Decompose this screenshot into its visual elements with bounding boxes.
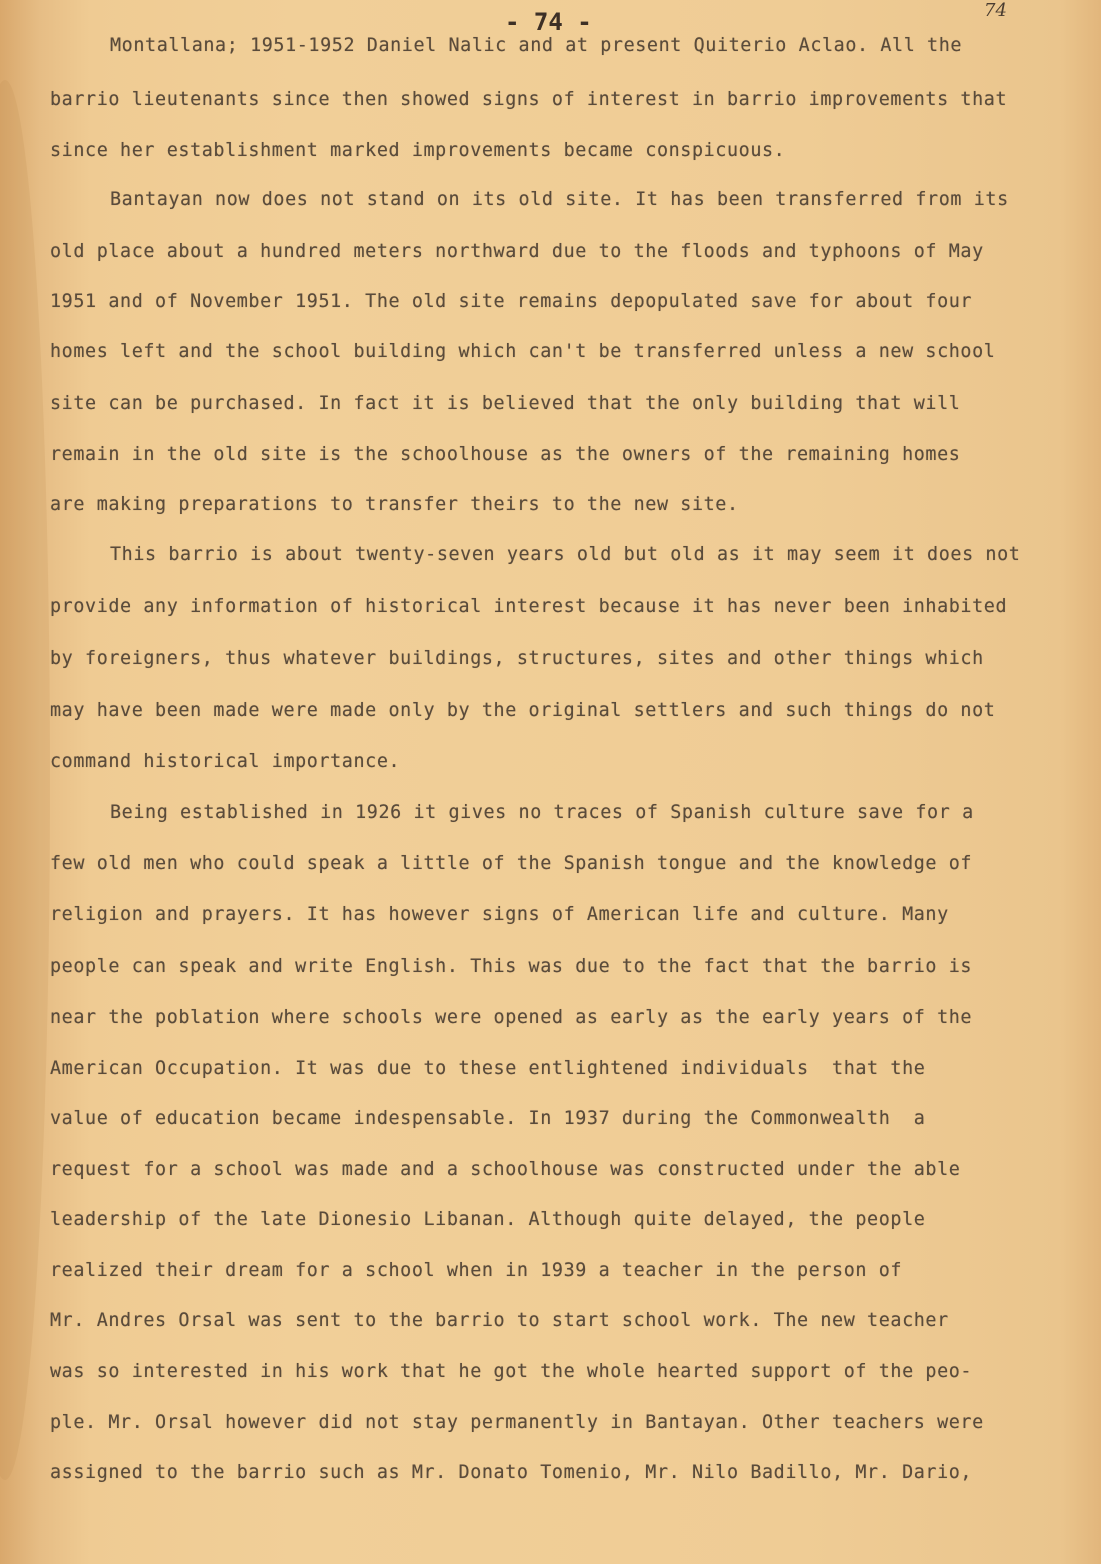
text-line: ple. Mr. Orsal however did not stay permanently in Bantayan. Other teachers were <box>50 1412 984 1433</box>
text-line: Bantayan now does not stand on its old site. It has been transferred from its <box>110 189 1009 210</box>
text-line: realized their dream for a school when in 1939 a teacher in the person of <box>50 1260 903 1281</box>
paper-stain <box>0 80 50 1480</box>
text-line: are making preparations to transfer theirs to the new site. <box>50 494 739 515</box>
text-line: site can be purchased. In fact it is believed that the only building that will <box>50 393 961 414</box>
text-line: Mr. Andres Orsal was sent to the barrio to start school work. The new teacher <box>50 1310 949 1331</box>
text-line: Being established in 1926 it gives no traces of Spanish culture save for a <box>110 802 974 823</box>
text-line: since her establishment marked improvements became conspicuous. <box>50 140 786 161</box>
text-line: near the poblation where schools were opened as early as the early years of the <box>50 1007 973 1028</box>
text-line: Montallana; 1951-1952 Daniel Nalic and at present Quiterio Aclao. All the <box>110 35 963 56</box>
text-line: value of education became indespensable. In 1937 during the Commonwealth a <box>50 1108 926 1129</box>
text-line: people can speak and write English. This was due to the fact that the barrio is <box>50 956 973 977</box>
text-line: old place about a hundred meters northward due to the floods and typhoons of May <box>50 241 984 262</box>
text-line: leadership of the late Dionesio Libanan. Although quite delayed, the people <box>50 1209 926 1230</box>
text-line: barrio lieutenants since then showed signs of interest in barrio improvements that <box>50 89 1008 110</box>
text-line: This barrio is about twenty-seven years old but old as it may seem it does not <box>110 544 1021 565</box>
text-line: was so interested in his work that he got the whole hearted support of the peo- <box>50 1361 973 1382</box>
page-number: - 74 - <box>505 8 592 36</box>
text-line: provide any information of historical interest because it has never been inhabited <box>50 596 1008 617</box>
text-line: assigned to the barrio such as Mr. Donato Tomenio, Mr. Nilo Badillo, Mr. Dario, <box>50 1462 973 1483</box>
corner-page-annotation: 74 <box>984 0 1007 21</box>
text-line: by foreigners, thus whatever buildings, structures, sites and other things which <box>50 648 984 669</box>
text-line: homes left and the school building which can't be transferred unless a new school <box>50 341 996 362</box>
text-line: request for a school was made and a schoolhouse was constructed under the able <box>50 1159 961 1180</box>
text-line: 1951 and of November 1951. The old site remains depopulated save for about four <box>50 291 973 312</box>
text-line: may have been made were made only by the original settlers and such things do not <box>50 700 996 721</box>
text-line: few old men who could speak a little of the Spanish tongue and the knowledge of <box>50 853 973 874</box>
text-line: remain in the old site is the schoolhouse as the owners of the remaining homes <box>50 444 961 465</box>
text-line: command historical importance. <box>50 751 401 772</box>
text-line: American Occupation. It was due to these entlightened individuals that the <box>50 1058 926 1079</box>
text-line: religion and prayers. It has however signs of American life and culture. Many <box>50 904 949 925</box>
